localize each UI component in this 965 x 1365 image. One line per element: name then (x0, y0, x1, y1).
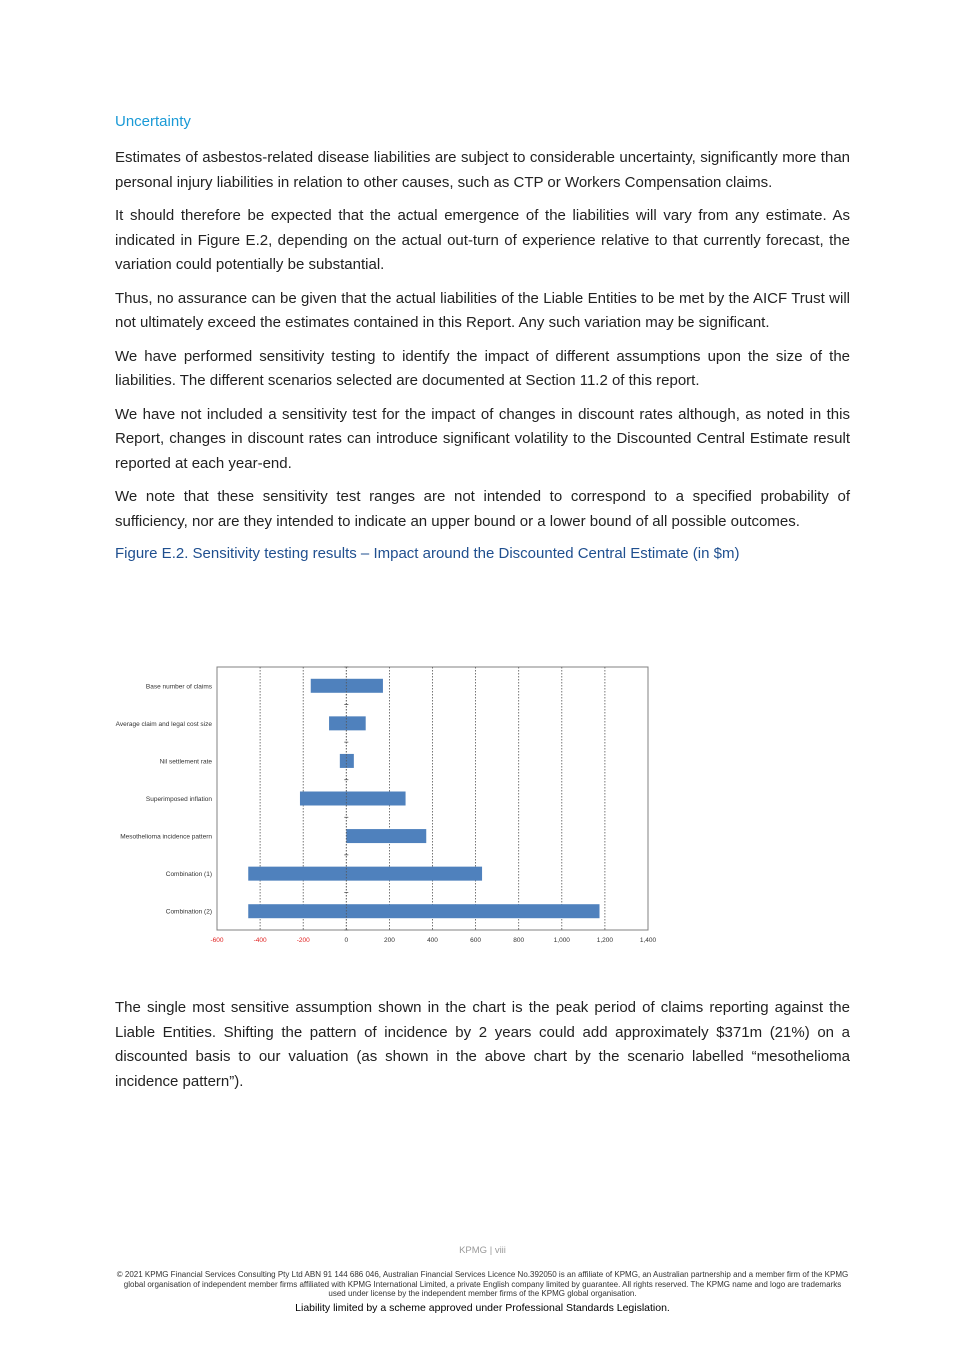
bar (340, 754, 354, 768)
after-chart-content (115, 996, 850, 1103)
paragraph-1: Estimates of asbestos-related disease liabilities are subject to considerable uncertainty, significantly more than personal injury liabilities in relation to other causes, such as CTP or Workers Compensation claims. (115, 149, 850, 191)
x-tick-label: 1,000 (553, 937, 570, 944)
x-tick-label: -600 (210, 937, 224, 944)
category-label: Nil settlement rate (159, 758, 212, 766)
copyright-notice: © 2021 KPMG Financial Services Consulting Pty Ltd ABN 91 144 686 046, Australian Financial Services Licence No.392050 is an affiliate of KPMG, an Australian partnership and a member firm of the KPMG global organisation of independent member firms affiliated with KPMG International Limited, a private English company limited by guarantee. All rights reserved. The KPMG name and logo are trademarks used under license by the independent member firms of the KPMG global organisation. (116, 1270, 849, 1299)
x-tick-label: 600 (470, 937, 482, 944)
x-tick-label: 1,400 (639, 937, 657, 944)
paragraph-after-chart: The single most sensitive assumption shown in the chart is the peak period of claims reporting against the Liable Entities. Shifting the pattern of incidence by 2 years could add approximately $371m (21%) on a discounted basis to our valuation (as shown in the above chart by the scenario labelled “mesothelioma incidence pattern”). (115, 999, 850, 1090)
x-tick-label: -200 (296, 937, 310, 944)
x-tick-label: 1,200 (596, 937, 614, 944)
x-tick-label: 200 (383, 937, 395, 944)
paragraph-5: We have not included a sensitivity test for the impact of changes in discount rates although, as noted in this Report, changes in discount rates can introduce significant volatility to the Discounted Central Estimate result reported at each year-end. (115, 405, 850, 472)
x-tick-label: 0 (344, 937, 349, 944)
x-tick-label: 800 (513, 937, 525, 944)
bar (346, 829, 426, 843)
sensitivity-chart (110, 660, 670, 955)
liability-notice: Liability limited by a scheme approved under Professional Standards Legislation. (295, 1302, 670, 1314)
category-label: Base number of claims (145, 683, 212, 691)
category-label: Combination (2) (165, 908, 212, 916)
bar (248, 904, 599, 918)
x-tick-label: 400 (427, 937, 438, 944)
category-label: Combination (1) (165, 871, 212, 879)
paragraph-2: It should therefore be expected that the actual emergence of the liabilities will vary from any estimate. As indicated in Figure E.2, depending on the actual out-turn of experience relative to that currently forecast, the variation could potentially be substantial. (115, 207, 850, 273)
x-tick-label: -400 (253, 937, 267, 944)
paragraph-4: We have performed sensitivity testing to identify the impact of different assumptions upon the size of the liabilities. The different scenarios selected are documented at Section 11.2 of this report. (115, 347, 850, 389)
figure-caption: Figure E.2. Sensitivity testing results – Impact around the Discounted Central Estimate (in $m) (115, 545, 740, 562)
category-label: Superimposed inflation (145, 796, 212, 803)
page-number: KPMG | viii (459, 1245, 506, 1256)
category-label: Mesothelioma incidence pattern (120, 833, 212, 841)
main-content (115, 112, 850, 565)
paragraph-3: Thus, no assurance can be given that the actual liabilities of the Liable Entities to be met by the AICF Trust will not ultimately exceed the estimates contained in this Report. Any such variation may be significant. (115, 289, 850, 331)
section-heading: Uncertainty (115, 113, 191, 130)
paragraph-6: We note that these sensitivity test ranges are not intended to correspond to a specified probability of sufficiency, nor are they intended to indicate an upper bound or a lower bound of all possible outcomes. (115, 488, 850, 530)
bar (300, 792, 406, 806)
bar (248, 867, 482, 881)
bar (329, 716, 366, 730)
bar (311, 679, 383, 693)
category-label: Average claim and legal cost size (115, 720, 212, 728)
